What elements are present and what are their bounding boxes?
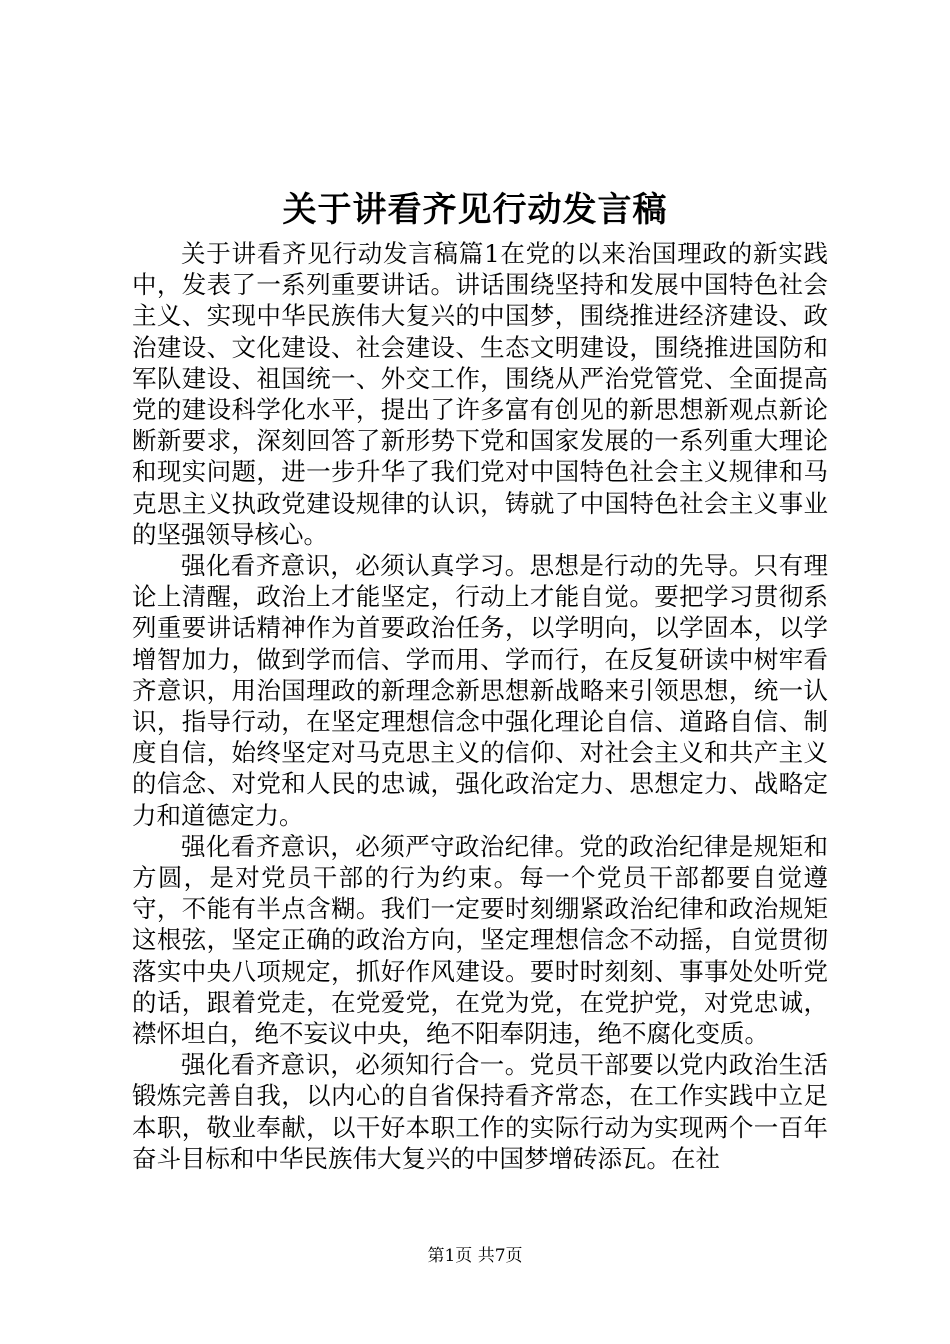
document-body <box>132 238 828 1174</box>
page-number-footer: 第1页 共7页 <box>427 1246 523 1266</box>
document-title: 关于讲看齐见行动发言稿 <box>282 190 668 230</box>
paragraph-2: 强化看齐意识，必须认真学习。思想是行动的先导。只有理论上清醒，政治上才能坚定，行动上才能自觉。要把学习贯彻系列重要讲话精神作为首要政治任务，以学明向，以学固本，以学增智加力，做到学而信、学而用、学而行，在反复研读中树牢看齐意识，用治国理政的新理念新思想新战略来引领思想，统一认识，指导行动，在坚定理想信念中强化理论自信、道路自信、制度自信，始终坚定对马克思主义的信仰、对社会主义和共产主义的信念、对党和人民的忠诚，强化政治定力、思想定力、战略定力和道德定力。 <box>132 551 828 830</box>
paragraph-3: 强化看齐意识，必须严守政治纪律。党的政治纪律是规矩和方圆，是对党员干部的行为约束。每一个党员干部都要自觉遵守，不能有半点含糊。我们一定要时刻绷紧政治纪律和政治规矩这根弦，坚定正确的政治方向，坚定理想信念不动摇，自觉贯彻落实中央八项规定，抓好作风建设。要时时刻刻、事事处处听党的话，跟着党走，在党爱党，在党为党，在党护党，对党忠诚，襟怀坦白，绝不妄议中央，绝不阳奉阴违，绝不腐化变质。 <box>132 831 828 1049</box>
paragraph-1: 关于讲看齐见行动发言稿篇1在党的以来治国理政的新实践中，发表了一系列重要讲话。讲话围绕坚持和发展中国特色社会主义、实现中华民族伟大复兴的中国梦，围绕推进经济建设、政治建设、文化建设、社会建设、生态文明建设，围绕推进国防和军队建设、祖国统一、外交工作，围绕从严治党管党、全面提高党的建设科学化水平，提出了许多富有创见的新思想新观点新论断新要求，深刻回答了新形势下党和国家发展的一系列重大理论和现实问题，进一步升华了我们党对中国特色社会主义规律和马克思主义执政党建设规律的认识，铸就了中国特色社会主义事业的坚强领导核心。 <box>132 239 828 549</box>
paragraph-4: 强化看齐意识，必须知行合一。党员干部要以党内政治生活锻炼完善自我，以内心的自省保持看齐常态，在工作实践中立足本职，敬业奉献，以干好本职工作的实际行动为实现两个一百年奋斗目标和中华民族伟大复兴的中国梦增砖添瓦。在社 <box>132 1050 828 1173</box>
